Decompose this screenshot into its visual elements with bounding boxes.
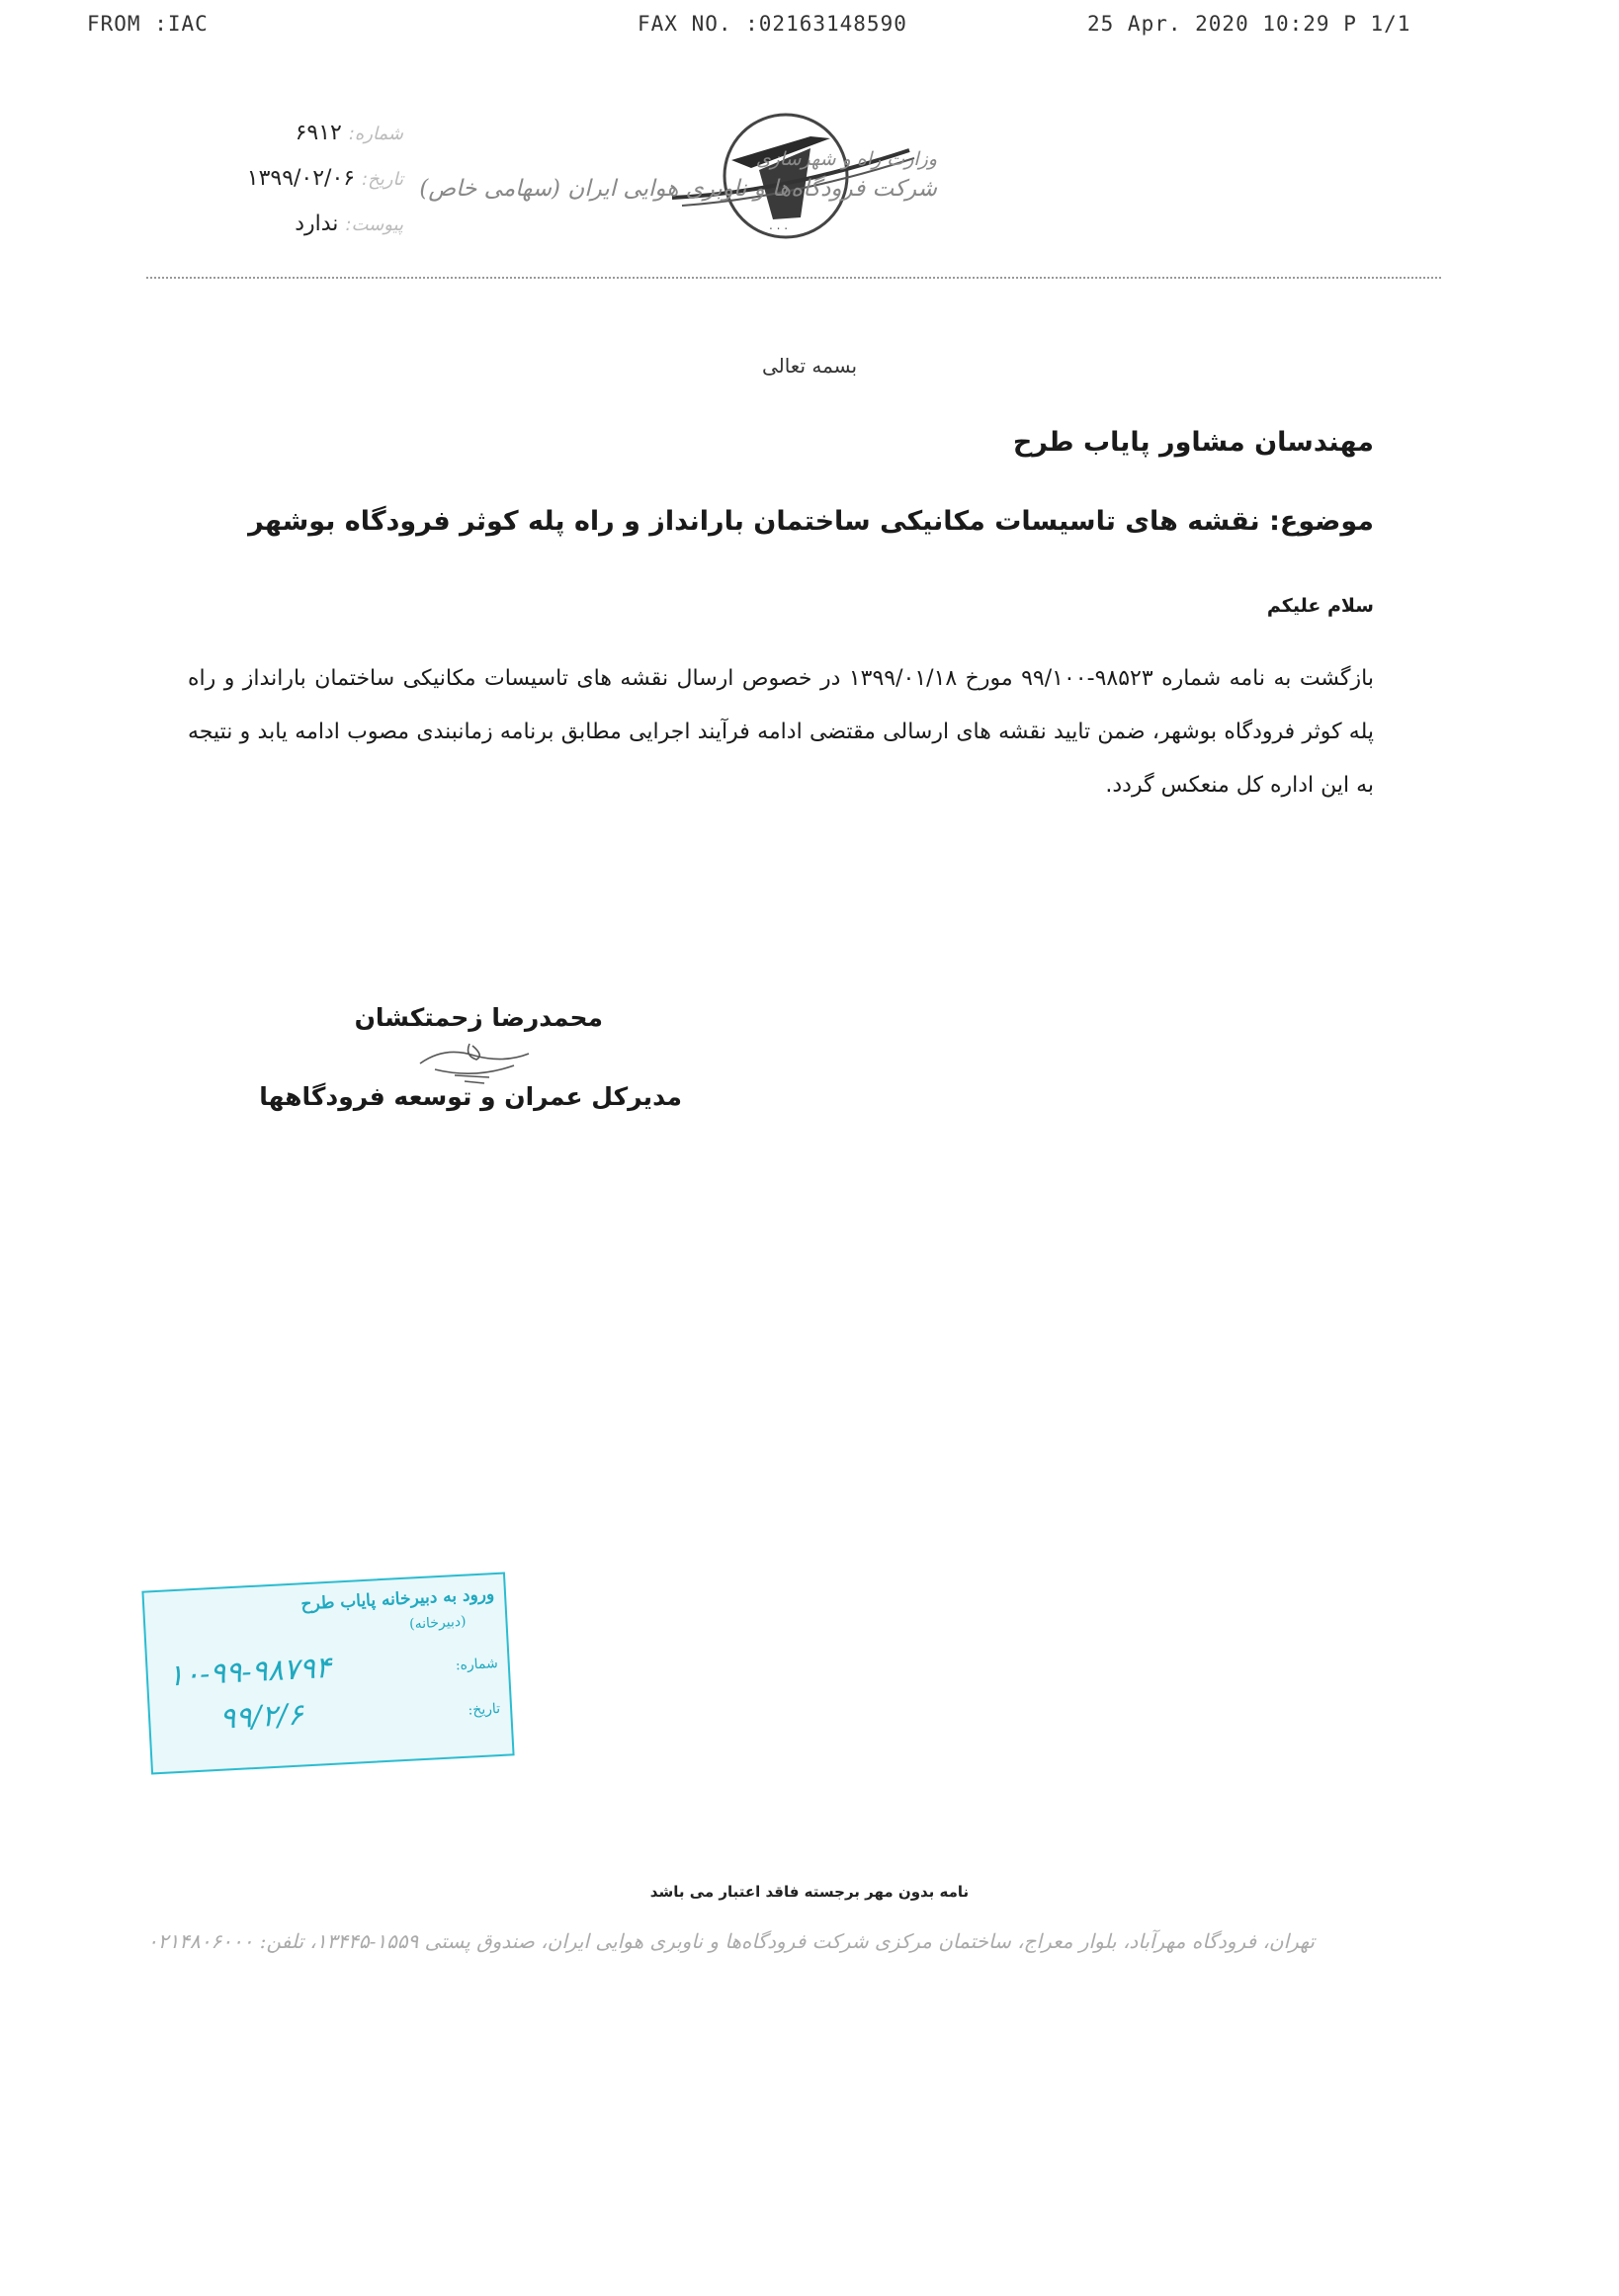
handwritten-signature <box>415 1036 534 1085</box>
ministry-name: وزارت راه و شهرسازی <box>755 148 937 170</box>
fax-number: FAX NO. :02163148590 <box>638 12 907 36</box>
header-divider <box>146 277 1441 279</box>
validity-notice: نامه بدون مهر برجسته فاقد اعتبار می باشد <box>649 1883 970 1901</box>
letter-number-label: شماره: <box>348 124 403 144</box>
letter-date-row <box>247 166 433 191</box>
stamp-date-label: تاریخ: <box>468 1700 501 1719</box>
stamp-number: ۱۰-۹۹-۹۸۷۹۴ <box>167 1650 332 1694</box>
signatory-name: محمدرضا زحمتکشان <box>354 1003 603 1032</box>
stamp-sub: (دبیرخانه) <box>408 1613 467 1633</box>
letter-date: ۱۳۹۹/۰۲/۰۶ <box>246 166 356 191</box>
greeting: سلام علیکم <box>1266 595 1374 617</box>
letter-attachment-label: پیوست: <box>345 214 403 235</box>
invocation: بسمه تعالی <box>761 354 858 378</box>
letter-number-row <box>296 121 433 145</box>
stamp-number-label: شماره: <box>455 1656 499 1674</box>
subject-line: موضوع: نقشه های تاسیسات مکانیکی ساختمان بارانداز و راه پله کوثر فرودگاه بوشهر <box>248 506 1374 537</box>
letter-date-label: تاریخ: <box>362 169 403 190</box>
letter-number: ۶۹۱۲ <box>295 121 342 145</box>
fax-sender: FROM :IAC <box>87 12 209 36</box>
signatory-title: مدیرکل عمران و توسعه فرودگاهها <box>259 1082 682 1111</box>
stamp-date: ۹۹/۲/۶ <box>218 1697 304 1737</box>
svg-text:. . .: . . . <box>769 218 789 232</box>
received-stamp <box>141 1572 514 1774</box>
recipient: مهندسان مشاور پایاب طرح <box>1012 427 1374 458</box>
company-name: شرکت فرودگاه‌ها و ناوبری هوایی ایران (سهامی خاص) <box>419 176 937 202</box>
company-heading <box>419 148 937 202</box>
stamp-heading: ورود به دبیرخانه پایاب طرح <box>300 1584 495 1615</box>
letter-body: بازگشت به نامه شماره ۹۸۵۲۳-۹۹/۱۰۰ مورخ ۱۳۹۹/۰۱/۱۸ در خصوص ارسال نقشه های تاسیسات مکانیکی ساختمان بارانداز و راه پله کوثر فرودگاه بوشهر، ضمن تایید نقشه های ارسالی مقتضی ادامه فرآیند اجرایی مطابق برنامه زمانبندی مصوب ادامه یابد و نتیجه به این اداره کل منعکس گردد. <box>188 666 1374 798</box>
footer-address: تهران، فرودگاه مهرآباد، بلوار معراج، ساختمان مرکزی شرکت فرودگاه‌ها و ناوبری هوایی ایران، صندوق پستی ۱۵۵۹-۱۳۴۴۵، تلفن: ۰۲۱۴۸۰۶۰۰۰ <box>146 1929 1315 1953</box>
letter-attachment: ندارد <box>295 212 339 236</box>
fax-timestamp: 25 Apr. 2020 10:29 P 1/1 <box>1087 12 1411 36</box>
letter-attachment-row <box>295 212 433 236</box>
